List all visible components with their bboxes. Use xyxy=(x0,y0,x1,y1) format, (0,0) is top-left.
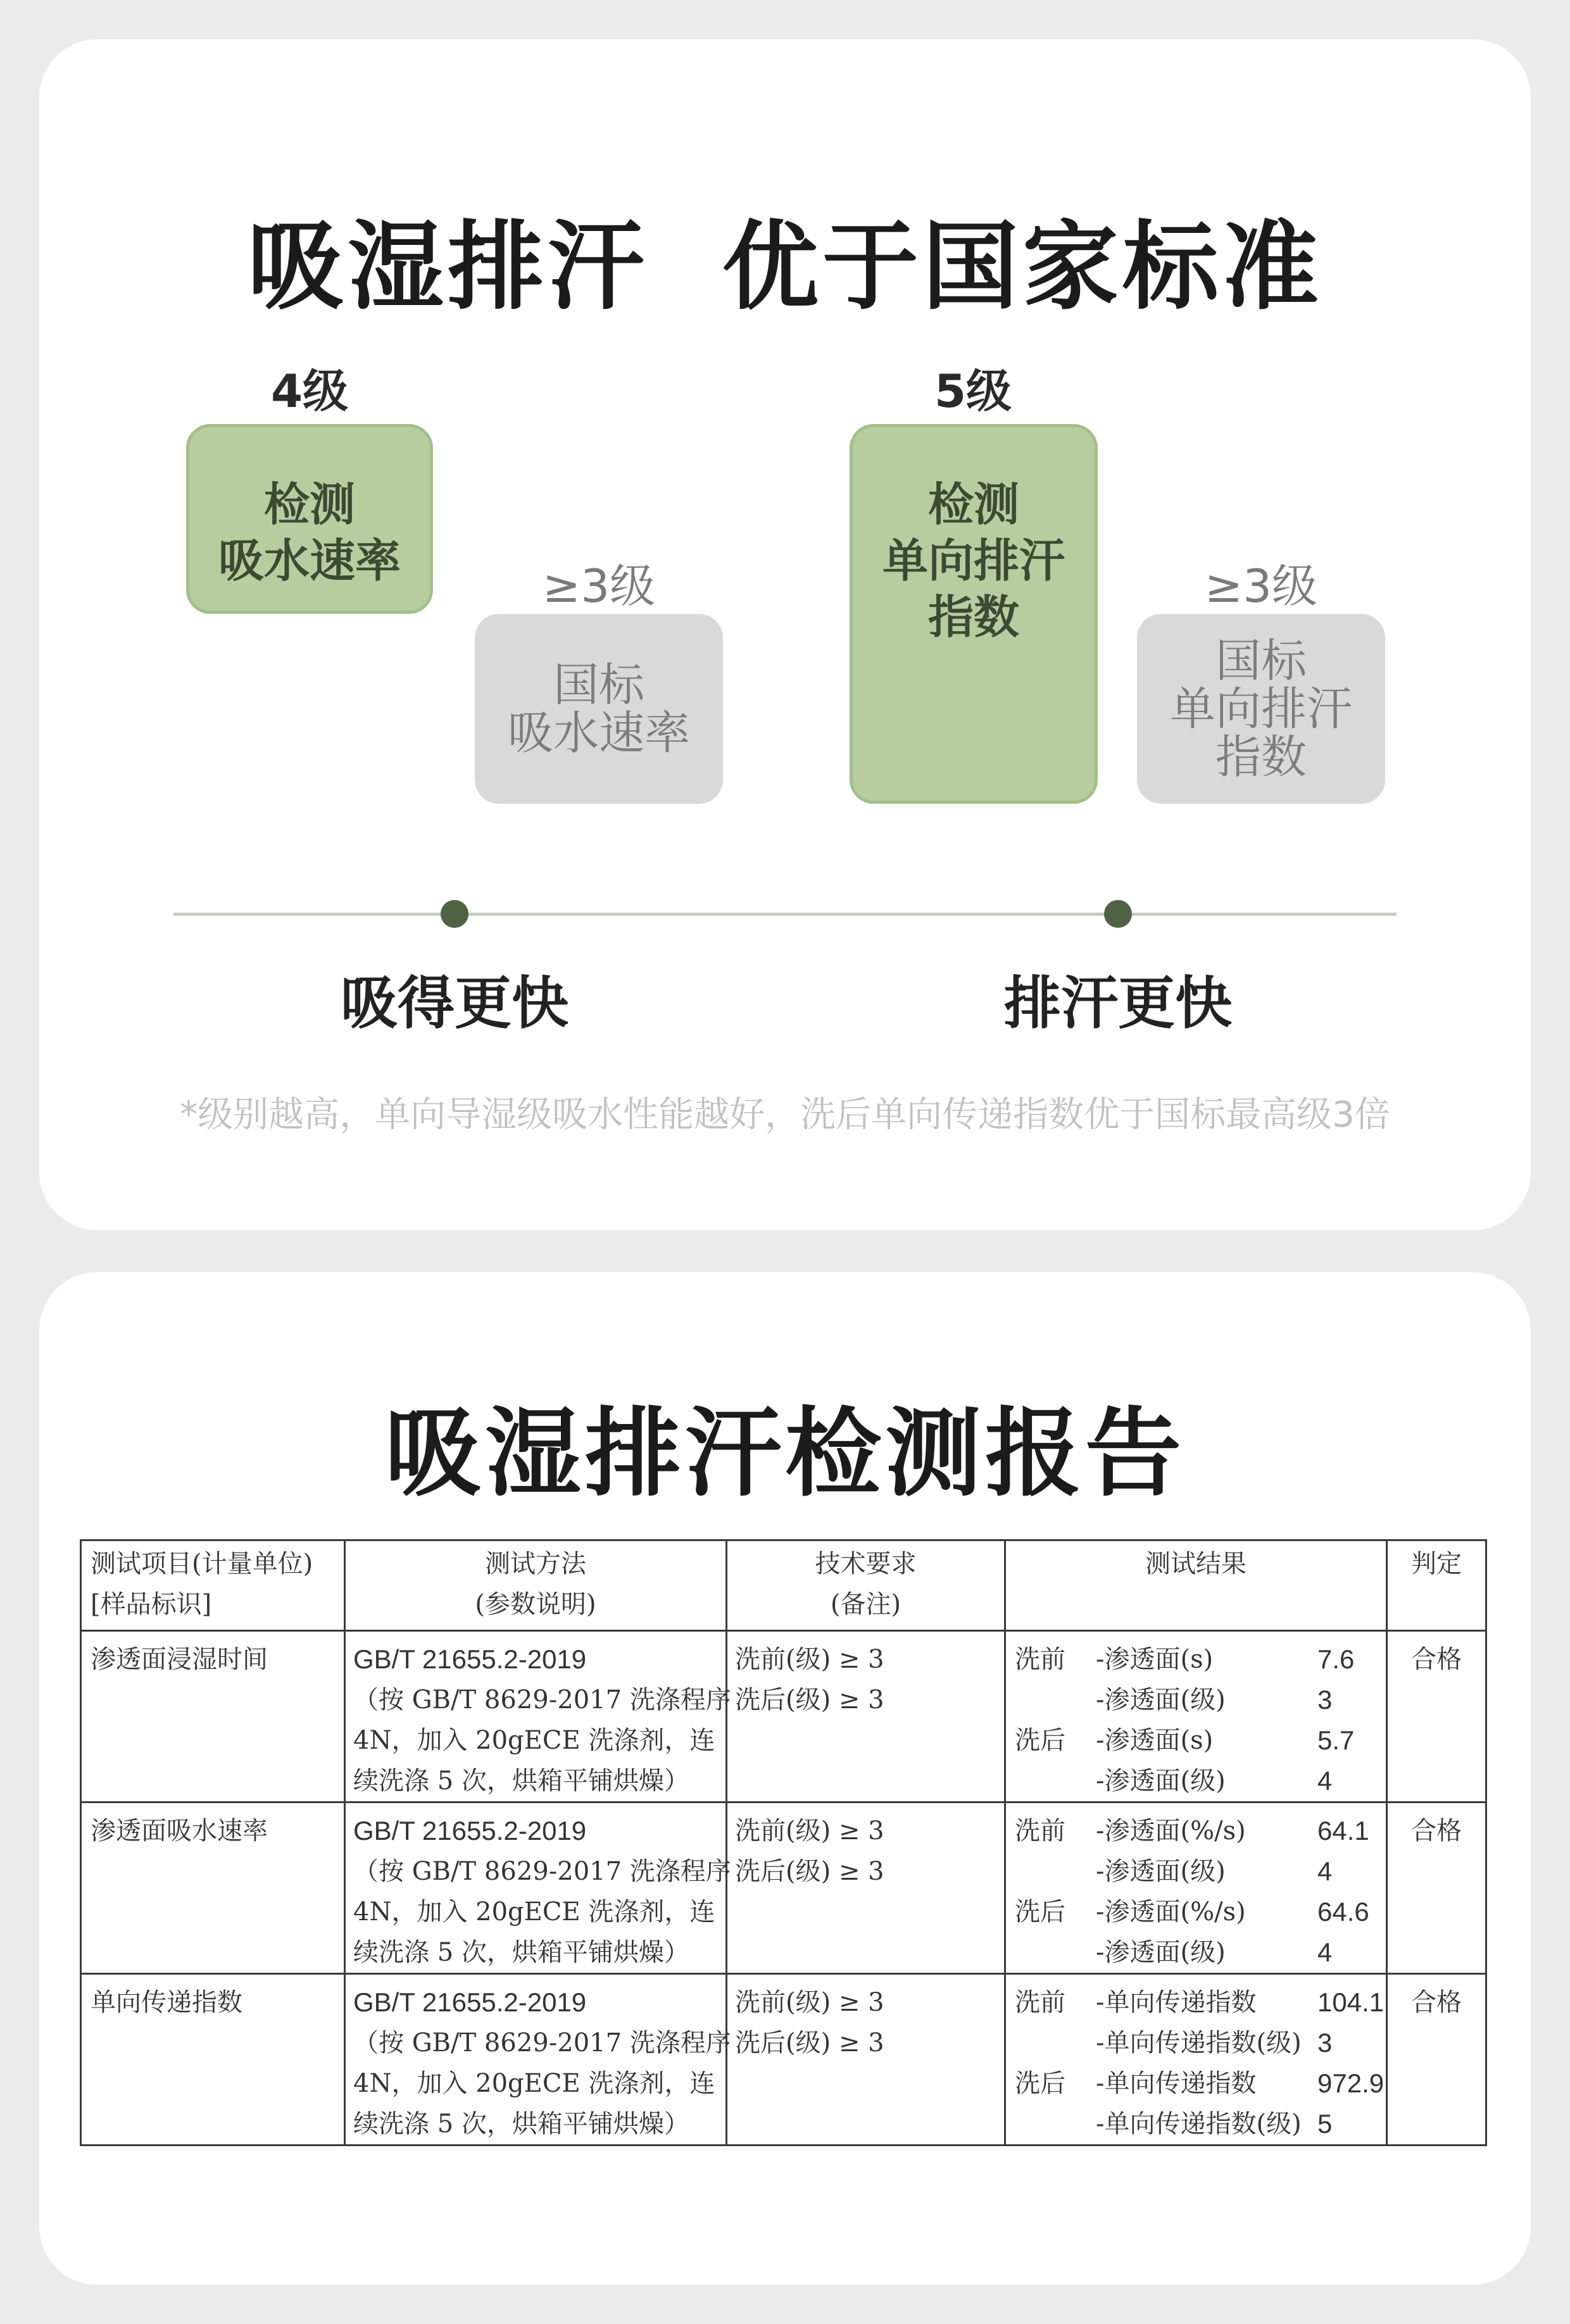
col-header-verdict: 判定 xyxy=(1387,1540,1486,1631)
verdict: 合格 xyxy=(1387,1631,1486,1802)
test-item: 渗透面吸水速率 xyxy=(81,1802,345,1974)
table-header-row xyxy=(81,1540,1486,1631)
table-row xyxy=(81,1974,1486,2146)
test-method: GB/T 21655.2-2019 （按 GB/T 8629-2017 洗涤程序 4N，加入 20gECE 洗涤剂，连 续洗涤 5 次，烘箱平铺烘燥） xyxy=(345,1631,727,1802)
tested-bar xyxy=(850,424,1098,804)
tested-bar-line: 检测 xyxy=(927,478,1019,531)
verdict: 合格 xyxy=(1387,1974,1486,2146)
tested-bar-line: 指数 xyxy=(927,590,1019,644)
report-title: 吸湿排汗检测报告 xyxy=(385,1397,1185,1509)
tested-bar-line: 检测 xyxy=(263,478,355,531)
test-method: GB/T 21655.2-2019 （按 GB/T 8629-2017 洗涤程序 4N，加入 20gECE 洗涤剂，连 续洗涤 5 次，烘箱平铺烘燥） xyxy=(345,1974,727,2146)
test-results: 洗前 -单向传递指数 104.1 -单向传递指数(级) 3 洗后 -单向传递指数 972.9 -单向传递指数(级) 5 xyxy=(1005,1974,1387,2146)
axis-marker-dot xyxy=(441,900,468,928)
test-results: 洗前 -渗透面(s) 7.6 -渗透面(级) 3 洗后 -渗透面(s) 5.7 -渗透面(级) 4 xyxy=(1005,1631,1387,1802)
standard-bar-line: 指数 xyxy=(1215,730,1307,784)
standard-bar xyxy=(1137,614,1385,804)
col-header-method: 测试方法 (参数说明) xyxy=(345,1540,727,1631)
tested-bar-line: 单向排汗 xyxy=(882,534,1065,587)
tested-level-label: 4级 xyxy=(270,365,349,418)
standard-bar-line: 吸水速率 xyxy=(507,706,690,759)
axis-marker-dot xyxy=(1104,900,1132,928)
tech-requirement: 洗前(级) ≥ 3 洗后(级) ≥ 3 xyxy=(727,1631,1005,1802)
tested-bar-line: 吸水速率 xyxy=(218,534,401,587)
test-item: 单向传递指数 xyxy=(81,1974,345,2146)
standard-bar-line: 国标 xyxy=(553,658,644,711)
col-header-item: 测试项目(计量单位) [样品标识] xyxy=(81,1540,345,1631)
tested-level-label: 5级 xyxy=(934,365,1012,418)
col-header-spec: 技术要求 (备注) xyxy=(727,1540,1005,1631)
test-method: GB/T 21655.2-2019 （按 GB/T 8629-2017 洗涤程序 4N，加入 20gECE 洗涤剂，连 续洗涤 5 次，烘箱平铺烘燥） xyxy=(345,1802,727,1974)
tech-requirement: 洗前(级) ≥ 3 洗后(级) ≥ 3 xyxy=(727,1802,1005,1974)
result-label: 排汗更快 xyxy=(1004,970,1232,1037)
standard-bar-line: 单向排汗 xyxy=(1169,682,1352,735)
comparison-card xyxy=(39,39,1531,1230)
result-label: 吸得更快 xyxy=(341,970,568,1037)
tested-bar xyxy=(186,424,433,614)
test-report-table xyxy=(80,1539,1487,2146)
col-header-result: 测试结果 xyxy=(1005,1540,1387,1631)
standard-level-label: ≥3级 xyxy=(542,559,656,613)
standard-bar-line: 国标 xyxy=(1215,634,1307,687)
comparison-title: 吸湿排汗 优于国家标准 xyxy=(248,211,1322,323)
standard-level-label: ≥3级 xyxy=(1204,559,1318,613)
verdict: 合格 xyxy=(1387,1802,1486,1974)
tech-requirement: 洗前(级) ≥ 3 洗后(级) ≥ 3 xyxy=(727,1974,1005,2146)
standard-bar xyxy=(475,614,723,804)
table-row xyxy=(81,1802,1486,1974)
test-results: 洗前 -渗透面(%/s) 64.1 -渗透面(级) 4 洗后 -渗透面(%/s) 64.6 -渗透面(级) 4 xyxy=(1005,1802,1387,1974)
baseline-axis xyxy=(173,913,1397,916)
test-item: 渗透面浸湿时间 xyxy=(81,1631,345,1802)
table-row xyxy=(81,1631,1486,1802)
footnote: *级别越高，单向导湿级吸水性能越好，洗后单向传递指数优于国标最高级3倍 xyxy=(180,1094,1390,1135)
